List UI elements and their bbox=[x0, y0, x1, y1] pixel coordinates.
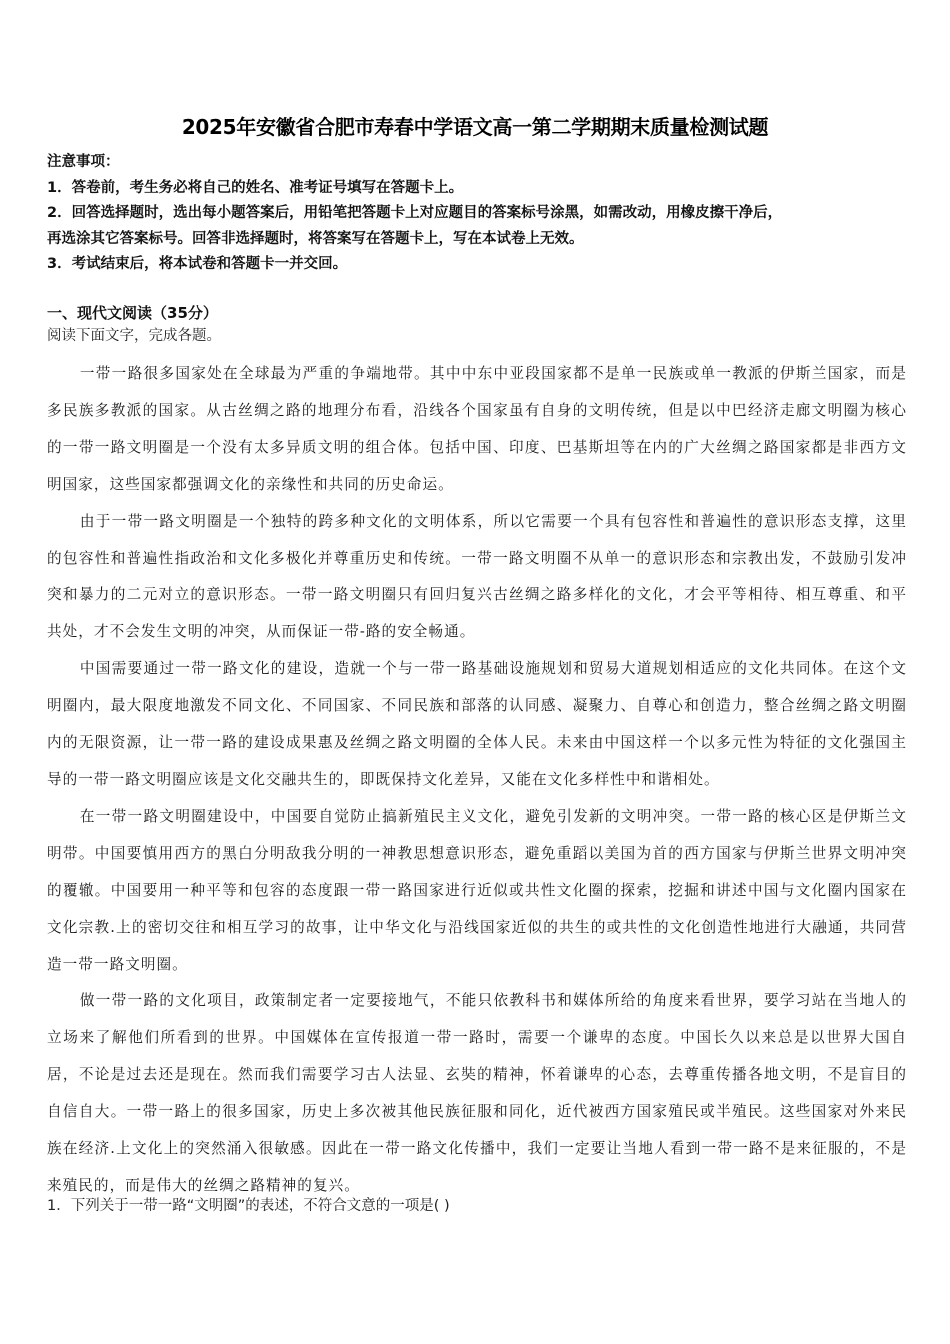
passage-paragraph: 一带一路很多国家处在全球最为严重的争端地带。其中中东中亚段国家都不是单一民族或单一教派的伊斯兰国家，而是多民族多教派的国家。从古丝绸之路的地理分布看，沿线各个国家虽有自身的文明传统，但是以中巴经济走廊文明圈为核心的一带一路文明圈是一个没有太多异质文明的组合体。包括中国、印度、巴基斯坦等在内的广大丝绸之路国家都是非西方文明国家，这些国家都强调文化的亲缘性和共同的历史命运。 bbox=[47, 365, 907, 493]
passage-paragraph: 由于一带一路文明圈是一个独特的跨多种文化的文明体系，所以它需要一个具有包容性和普遍性的意识形态支撑，这里的包容性和普遍性指政治和文化多极化并尊重历史和传统。一带一路文明圈不从单一的意识形态和宗教出发，不鼓励引发冲突和暴力的二元对立的意识形态。一带一路文明圈只有回归复兴古丝绸之路多样化的文化，才会平等相待、相互尊重、和平共处，才不会发生文明的冲突，从而保证一带-路的安全畅通。 bbox=[47, 512, 907, 641]
reading-passage bbox=[47, 356, 907, 1205]
notice-block bbox=[47, 150, 907, 278]
section-heading: 一、现代文阅读（35分） bbox=[47, 304, 218, 322]
reading-instruction: 阅读下面文字，完成各题。 bbox=[47, 328, 221, 344]
passage-paragraph: 做一带一路的文化项目，政策制定者一定要接地气，不能只依教科书和媒体所给的角度来看世界，要学习站在当地人的立场来了解他们所看到的世界。中国媒体在宣传报道一带一路时，需要一个谦卑的态度。中国长久以来总是以世界大国自居，不论是过去还是现在。然而我们需要学习古人法显、玄奘的精神，怀着谦卑的心态，去尊重传播各地文明，不是盲目的自信自大。一带一路上的很多国家，历史上多次被其他民族征服和同化，近代被西方国家殖民或半殖民。这些国家对外来民族在经济.上文化上的突然涌入很敏感。因此在一带一路文化传播中，我们一定要让当地人看到一带一路不是来征服的，不是来殖民的，而是伟大的丝绸之路精神的复兴。 bbox=[47, 992, 907, 1194]
passage-paragraph: 在一带一路文明圈建设中，中国要自觉防止搞新殖民主义文化，避免引发新的文明冲突。一带一路的核心区是伊斯兰文明带。中国要慎用西方的黑白分明敌我分明的一神教思想意识形态，避免重蹈以美国为首的西方国家与伊斯兰世界文明冲突的覆辙。中国要用一种平等和包容的态度跟一带一路国家进行近似或共性文化圈的探索，挖掘和讲述中国与文化圈内国家在文化宗教.上的密切交往和相互学习的故事，让中华文化与沿线国家近似的共生的或共性的文化创造性地进行大融通，共同营造一带一路文明圈。 bbox=[47, 807, 907, 973]
notice-heading: 注意事项： bbox=[47, 154, 120, 170]
notice-item: 3．考试结束后，将本试卷和答题卡一并交回。 bbox=[47, 256, 348, 272]
passage-paragraph: 中国需要通过一带一路文化的建设，造就一个与一带一路基础设施规划和贸易大道规划相适应的文化共同体。在这个文明圈内，最大限度地激发不同文化、不同国家、不同民族和部落的认同感、凝聚力、自尊心和创造力，整合丝绸之路文明圈内的无限资源，让一带一路的建设成果惠及丝绸之路文明圈的全体人民。未来由中国这样一个以多元性为特征的文化强国主导的一带一路文明圈应该是文化交融共生的，即既保持文化差异，又能在文化多样性中和谐相处。 bbox=[47, 660, 907, 788]
notice-item: 2．回答选择题时，选出每小题答案后，用铅笔把答题卡上对应题目的答案标号涂黑，如需改动，用橡皮擦干净后， bbox=[47, 205, 783, 221]
notice-item: 1．答卷前，考生务必将自己的姓名、准考证号填写在答题卡上。 bbox=[47, 179, 464, 196]
document-title: 2025年安徽省合肥市寿春中学语文高一第二学期期末质量检测试题 bbox=[181, 115, 769, 139]
question-1: 1．下列关于一带一路“文明圈”的表述，不符合文意的一项是( ) bbox=[47, 1198, 450, 1214]
notice-item: 再选涂其它答案标号。回答非选择题时，将答案写在答题卡上，写在本试卷上无效。 bbox=[47, 230, 584, 247]
